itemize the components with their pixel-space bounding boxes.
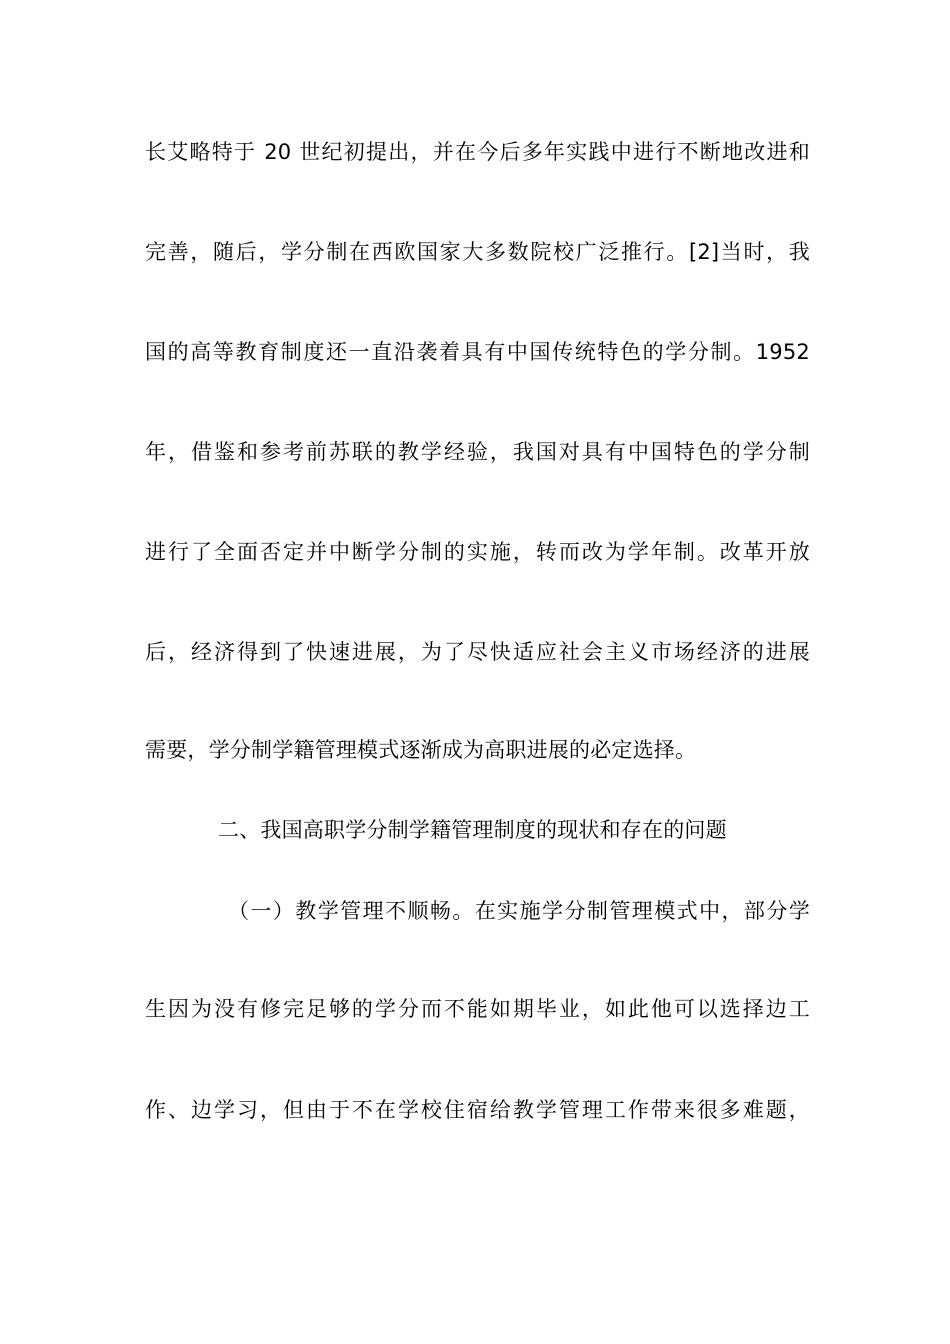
paragraph-line: 长艾略特于 20 世纪初提出，并在今后多年实践中进行不断地改进和 (145, 140, 810, 164)
paragraph-line-last: 需要，学分制学籍管理模式逐渐成为高职进展的必定选择。 (145, 738, 697, 762)
section-heading: 二、我国高职学分制学籍管理制度的现状和存在的问题 (218, 818, 727, 842)
subsection-first-line: （一）教学管理不顺畅。在实施学分制管理模式中，部分学 (228, 899, 810, 923)
subsection-line: 生因为没有修完足够的学分而不能如期毕业，如此他可以选择边工 (145, 997, 810, 1021)
paragraph-line: 后，经济得到了快速进展，为了尽快适应社会主义市场经济的进展 (145, 640, 810, 664)
paragraph-line: 年，借鉴和参考前苏联的教学经验，我国对具有中国特色的学分制 (145, 440, 810, 464)
paragraph-line: 完善，随后，学分制在西欧国家大多数院校广泛推行。[2]当时，我 (145, 240, 810, 264)
subsection-line: 作、边学习，但由于不在学校住宿给教学管理工作带来很多难题， (145, 1098, 810, 1122)
paragraph-line: 国的高等教育制度还一直沿袭着具有中国传统特色的学分制。1952 (145, 340, 810, 364)
paragraph-line: 进行了全面否定并中断学分制的实施，转而改为学年制。改革开放 (145, 540, 810, 564)
